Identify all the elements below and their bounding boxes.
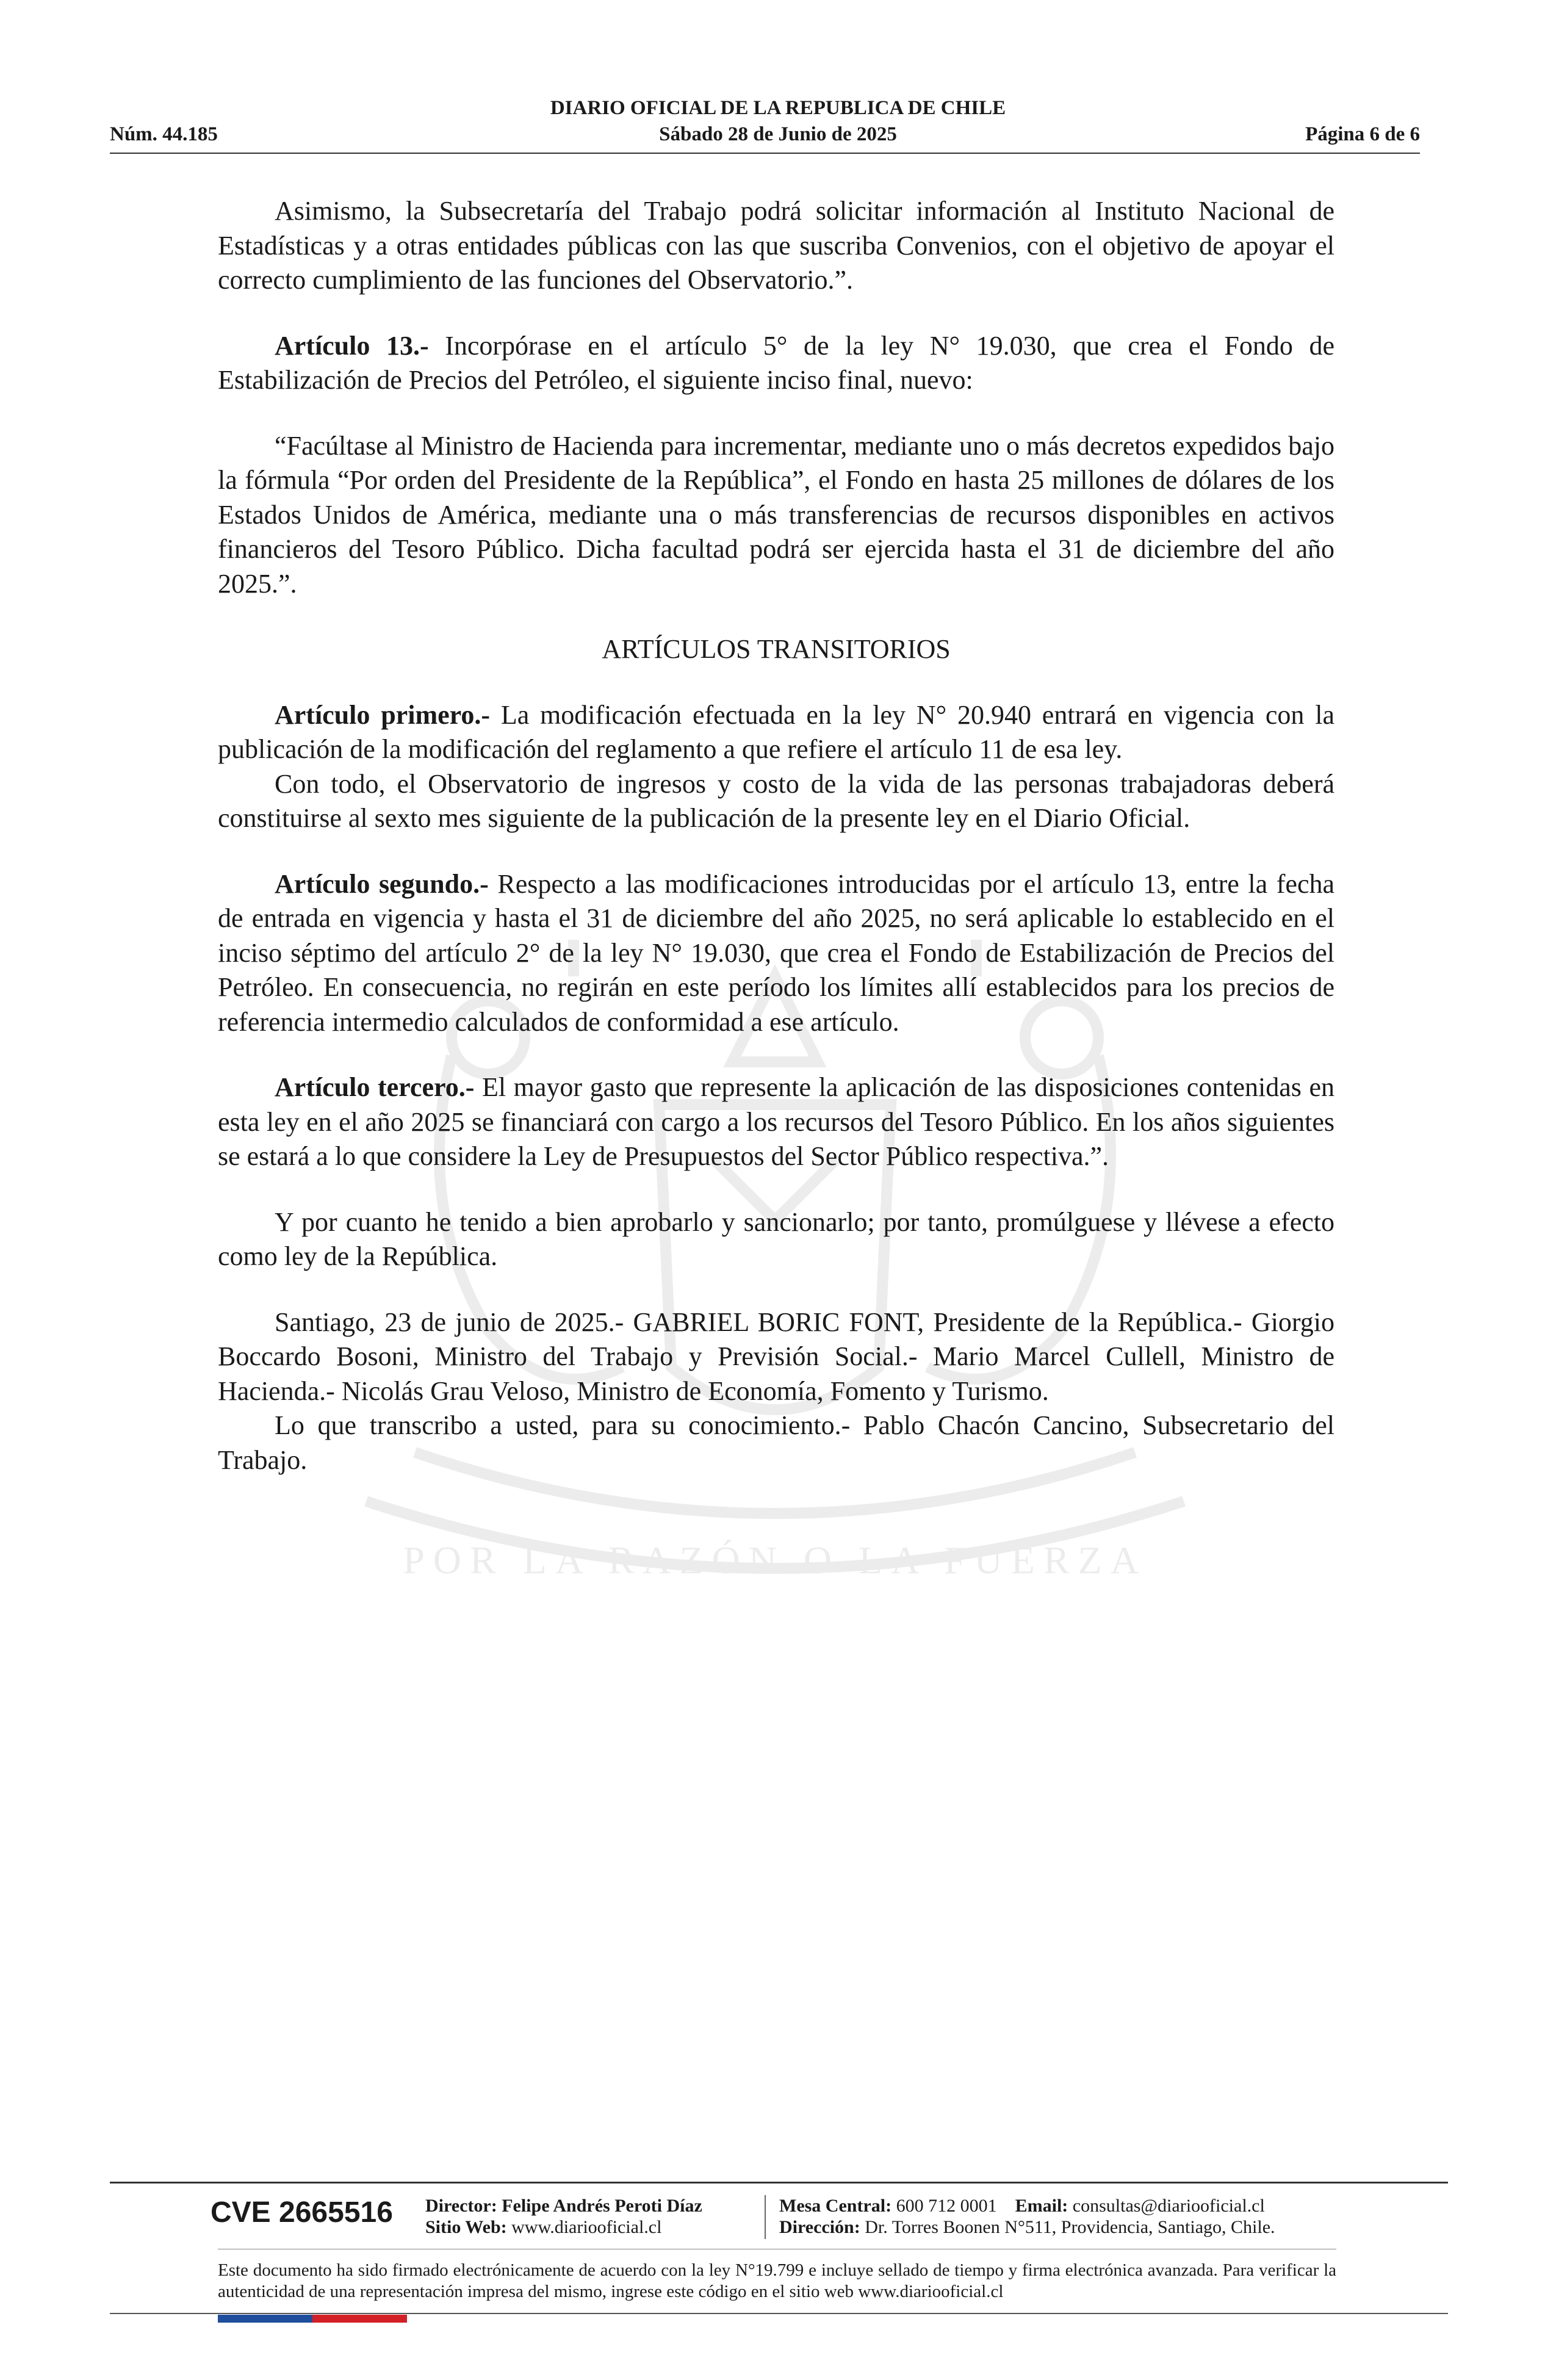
paragraph-transcribo: Lo que transcribo a usted, para su conocimiento.- Pablo Chacón Cancino, Subsecretario del Trabajo. [218, 1410, 1334, 1475]
cve-code: CVE 2665516 [211, 2196, 393, 2229]
paragraph-articulo-13 [218, 329, 1334, 398]
paragraph-firmas: Santiago, 23 de junio de 2025.- GABRIEL BORIC FONT, Presidente de la República.- Giorgio Boccardo Bosoni, Ministro del Trabajo y Previsión Social.- Mario Marcel Cullell, Ministro de Hacienda.- Nicolás Grau Veloso, Ministro de Economía, Fomento y Turismo. [218, 1307, 1334, 1406]
footer-contact-block [779, 2195, 1275, 2238]
transitorios-heading: ARTÍCULOS TRANSITORIOS [602, 634, 951, 664]
flag-stripe [218, 2315, 407, 2323]
director-line [425, 2195, 702, 2216]
address-text: Dr. Torres Boonen N°511, Providencia, Santiago, Chile. [865, 2217, 1275, 2237]
document-body [218, 194, 1334, 1477]
address-line [779, 2216, 1275, 2238]
page-number: Página 6 de 6 [1305, 123, 1420, 145]
flag-stripe-blue [218, 2315, 312, 2323]
address-label: Dirección: [779, 2217, 860, 2237]
paragraph-articulo-segundo [218, 867, 1334, 1040]
paragraph-promulgacion: Y por cuanto he tenido a bien aprobarlo y sancionarlo; por tanto, promúlguese y llévese a efecto como ley de la República. [218, 1206, 1334, 1271]
header-divider [110, 153, 1420, 154]
article-tercero-text: El mayor gasto que represente la aplicación de las disposiciones contenidas en esta ley en el año 2025 se financiará con cargo a los recursos del Tesoro Público. En los años siguientes se estará a lo que considere la Ley de Presupuestos del Sector Público respectiva.”. [218, 1072, 1334, 1171]
watermark-motto: POR LA RAZÓN O LA FUERZA [403, 1538, 1147, 1582]
email-link[interactable]: consultas@diariooficial.cl [1072, 2196, 1265, 2216]
mesa-phone: 600 712 0001 [896, 2196, 997, 2216]
issue-number: Núm. 44.185 [110, 123, 218, 145]
website-link[interactable]: www.diariooficial.cl [511, 2217, 662, 2237]
footer-director-block [425, 2195, 702, 2238]
article-tercero-label: Artículo tercero.- [275, 1072, 475, 1102]
paragraph-con-todo: Con todo, el Observatorio de ingresos y costo de la vida de las personas trabajadoras deberá constituirse al sexto mes siguiente de la publicación de la presente ley en el Diario Oficial. [218, 768, 1334, 833]
article-primero-text: La modificación efectuada en la ley N° 20.940 entrará en vigencia con la publicación de la modificación del reglamento a que refiere el artículo 11 de esa ley. [218, 699, 1334, 764]
article-13-text: Incorpórase en el artículo 5° de la ley N° 19.030, que crea el Fondo de Estabilización de Precios del Petróleo, el siguiente inciso final, nuevo: [218, 330, 1334, 395]
paragraph-articulo-primero [218, 698, 1334, 767]
article-segundo-text: Respecto a las modificaciones introducidas por el artículo 13, entre la fecha de entrada en vigencia y hasta el 31 de diciembre del año 2025, no será aplicable lo establecido en el inciso séptimo del artículo 2° de la ley N° 19.030, que crea el Fondo de Estabilización de Precios del Petróleo. En consecuencia, no regirán en este período los límites allí establecidos para los precios de referencia intermedio calculados de conformidad a ese artículo. [218, 868, 1335, 1037]
article-segundo-label: Artículo segundo.- [275, 868, 489, 899]
issue-date: Sábado 28 de Junio de 2025 [659, 123, 897, 145]
footer-divider-top [110, 2182, 1448, 2183]
director-name: Felipe Andrés Peroti Díaz [502, 2196, 702, 2216]
email-label: Email: [1015, 2196, 1068, 2216]
flag-stripe-red [312, 2315, 407, 2323]
article-primero-label: Artículo primero.- [275, 699, 491, 730]
paragraph-articulo-tercero [218, 1070, 1334, 1174]
paragraph-asimismo: Asimismo, la Subsecretaría del Trabajo podrá solicitar información al Instituto Nacional de Estadísticas y a otras entidades públicas con las que suscriba Convenios, con el objetivo de apoyar el correcto cumplimiento de las funciones del Observatorio.”. [218, 196, 1334, 295]
signature-disclaimer: Este documento ha sido firmado electrónicamente de acuerdo con la ley N°19.799 e incluye sellado de tiempo y firma electrónica avanzada. Para verificar la autenticidad de una representación impresa del mismo, ingrese este código en el sitio web www.diariooficial.cl [218, 2260, 1336, 2301]
contact-line [779, 2195, 1275, 2216]
paragraph-quote: “Facúltase al Ministro de Hacienda para incrementar, mediante uno o más decretos expedidos bajo la fórmula “Por orden del Presidente de la República”, el Fondo en hasta 25 millones de dólares de los Estados Unidos de América, mediante una o más transferencias de recursos disponibles en activos financieros del Tesoro Público. Dicha facultad podrá ser ejercida hasta el 31 de diciembre del año 2025.”. [218, 430, 1334, 599]
footer-divider-bottom [110, 2313, 1448, 2314]
website-label: Sitio Web: [425, 2217, 507, 2237]
director-label: Director: [425, 2196, 497, 2216]
mesa-label: Mesa Central: [779, 2196, 892, 2216]
website-line [425, 2216, 702, 2238]
footer-column-separator [765, 2195, 766, 2239]
newspaper-title: DIARIO OFICIAL DE LA REPUBLICA DE CHILE [550, 97, 1006, 119]
article-13-label: Artículo 13.- [275, 330, 429, 361]
